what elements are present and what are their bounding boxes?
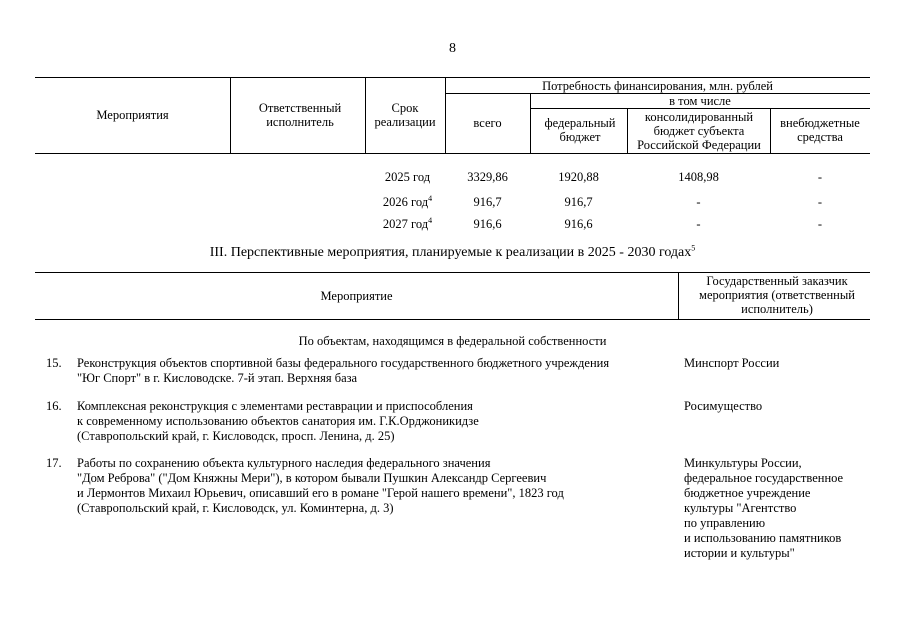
col-divider xyxy=(627,108,628,153)
row-year: 2026 год$^4$ xyxy=(382,193,433,209)
section-top-rule xyxy=(35,272,870,273)
page-number: 8 xyxy=(449,41,456,56)
section-title: III. Перспективные мероприятия, планируемые к реализации в 2025 - 2030 годах$^5$ xyxy=(209,243,696,260)
row-year: 2025 год xyxy=(384,170,431,184)
header-executor: Ответственный исполнитель xyxy=(258,101,342,129)
row-consolidated: - xyxy=(696,195,701,209)
header-event: Мероприятия xyxy=(96,108,169,122)
row-federal: 1920,88 xyxy=(558,170,599,184)
header-event: Мероприятие xyxy=(320,289,393,303)
subsection-title: По объектам, находящимся в федеральной собственности xyxy=(298,334,607,348)
item-description: Работы по сохранению объекта культурного наследия федерального значения "Дом Реброва" ("Дом Княжны Мери"), в котором бывали Пушкин Александр Сергеевич и Лермонтов Михаил Юрьевич, описавший его в романе "Герой нашего времени", 1823 год (Ставропольский край, г. Кисловодск, ул. Коминтерна, д. 3) xyxy=(77,456,564,515)
header-extra: внебюджетные средства xyxy=(780,116,860,144)
row-consolidated: - xyxy=(696,217,701,231)
header-federal: федеральный бюджет xyxy=(544,116,616,144)
header-total: всего xyxy=(473,116,502,130)
row-year: 2027 год$^4$ xyxy=(382,215,433,231)
item-number: 16. xyxy=(46,399,62,413)
item-description: Комплексная реконструкция с элементами реставрации и приспособления к современному использованию объектов санатория им. Г.К.Орджоникидзе (Ставропольский край, г. Кисловодск, просп. Ленина, д. 25) xyxy=(77,399,479,443)
section-header-bottom-rule xyxy=(35,319,870,320)
item-customer: Минспорт России xyxy=(684,356,780,370)
item-customer: Росимущество xyxy=(684,399,763,413)
row-extra: - xyxy=(817,170,823,184)
col-divider xyxy=(230,77,231,153)
row-total: 916,7 xyxy=(473,195,502,209)
item-number: 17. xyxy=(46,456,62,470)
header-including: в том числе xyxy=(669,94,731,108)
row-federal: 916,7 xyxy=(564,195,593,209)
row-extra: - xyxy=(817,195,823,209)
header-need: Потребность финансирования, млн. рублей xyxy=(542,79,773,93)
row-federal: 916,6 xyxy=(564,217,593,231)
item-description: Реконструкция объектов спортивной базы федерального государственного бюджетного учреждения "Юг Спорт" в г. Кисловодске. 7-й этап. Верхняя база xyxy=(77,356,610,385)
including-rule xyxy=(530,108,870,109)
row-extra: - xyxy=(817,217,823,231)
table-header-bottom-rule xyxy=(35,153,870,154)
header-consolidated: консолидированный бюджет субъекта Российской Федерации xyxy=(637,110,761,152)
row-total: 916,6 xyxy=(473,217,502,231)
header-customer: Государственный заказчик мероприятия (ответственный исполнитель) xyxy=(699,274,855,316)
col-divider xyxy=(770,108,771,153)
row-consolidated: 1408,98 xyxy=(678,170,719,184)
col-divider xyxy=(678,272,679,319)
header-term: Срок реализации xyxy=(374,101,436,129)
col-divider xyxy=(365,77,366,153)
item-customer: Минкультуры России, федеральное государственное бюджетное учреждение культуры "Агентство по управлению и использованию памятников истории и культуры" xyxy=(684,456,844,560)
item-number: 15. xyxy=(46,356,62,370)
row-total: 3329,86 xyxy=(467,170,508,184)
table-top-rule xyxy=(35,77,870,78)
